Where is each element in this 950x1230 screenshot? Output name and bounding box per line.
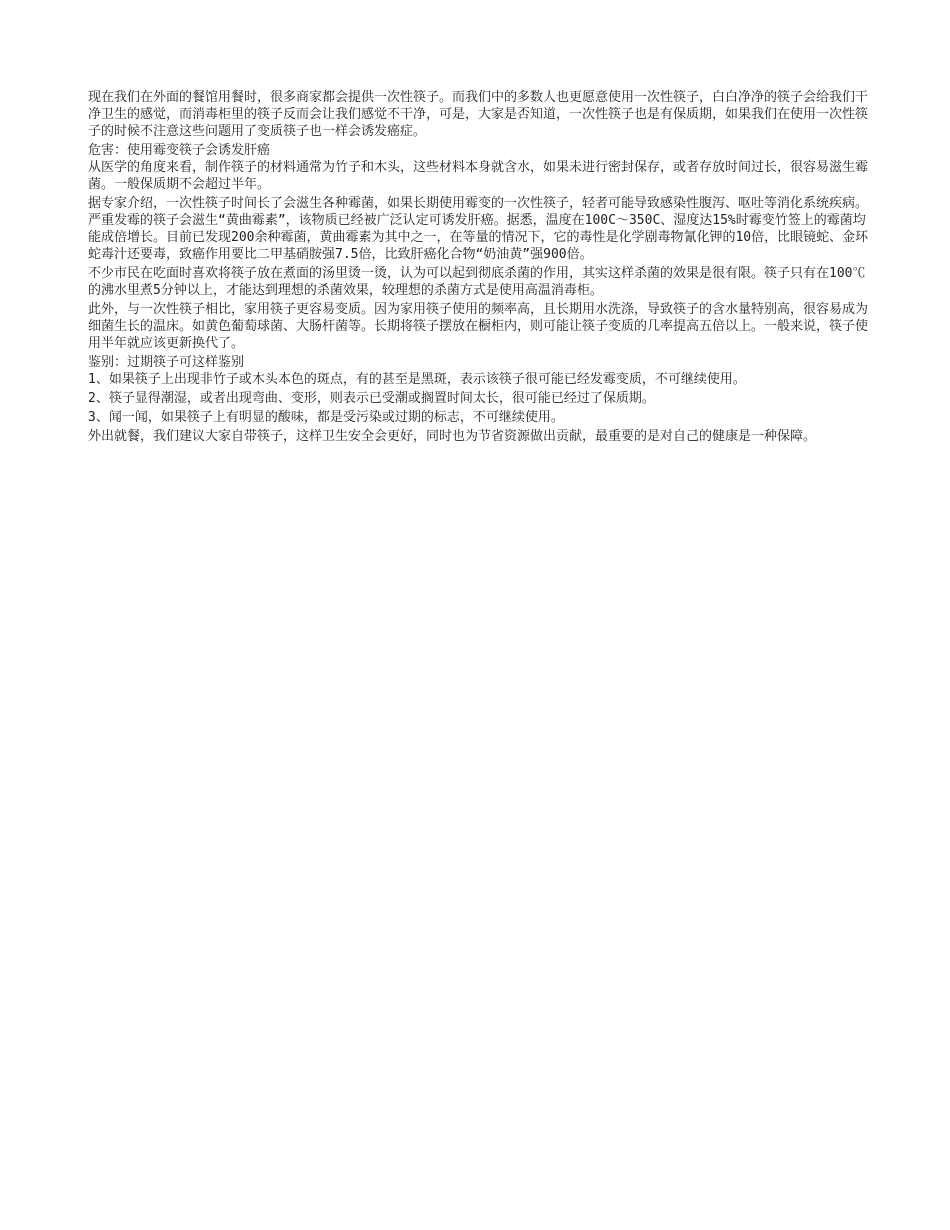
- paragraph-household: 此外，与一次性筷子相比，家用筷子更容易变质。因为家用筷子使用的频率高，且长期用水洗涤，导致筷子的含水量特别高，很容易成为细菌生长的温床。如黄色葡萄球菌、大肠杆菌等。长期将筷子摆放在橱柜内，则可能让筷子变质的几率提高五倍以上。一般来说，筷子使用半年就应该更新换代了。: [88, 302, 869, 351]
- section-heading-harm: 危害：使用霉变筷子会诱发肝癌: [88, 143, 271, 158]
- document-body: [88, 89, 870, 447]
- section-heading-identify: 鉴别：过期筷子可这样鉴别: [88, 355, 245, 370]
- paragraph-expert: 据专家介绍，一次性筷子时间长了会滋生各种霉菌，如果长期使用霉变的一次性筷子，轻者可能导致感染性腹泻、呕吐等消化系统疾病。严重发霉的筷子会滋生“黄曲霉素”，该物质已经被广泛认定可诱发肝癌。据悉，温度在100C～350C、湿度达15%时霉变竹签上的霉菌均能成倍增长。目前已发现200余种霉菌，黄曲霉素为其中之一，在等量的情况下，它的毒性是化学剧毒物氰化钾的10倍，比眼镜蛇、金环蛇毒汁还要毒，致癌作用要比二甲基硝胺强7.5倍，比致肝癌化合物“奶油黄”强900倍。: [88, 196, 869, 262]
- list-item-2: 2、筷子显得潮湿，或者出现弯曲、变形，则表示已受潮或搁置时间太长，很可能已经过了保质期。: [88, 391, 655, 406]
- paragraph-sterilize: 不少市民在吃面时喜欢将筷子放在煮面的汤里烫一烫，认为可以起到彻底杀菌的作用，其实这样杀菌的效果是很有限。筷子只有在100℃的沸水里煮5分钟以上，才能达到理想的杀菌效果，较理想的杀菌方式是使用高温消毒柜。: [88, 266, 866, 298]
- intro-paragraph: 现在我们在外面的餐馆用餐时，很多商家都会提供一次性筷子。而我们中的多数人也更愿意使用一次性筷子，白白净净的筷子会给我们干净卫生的感觉，而消毒柜里的筷子反而会让我们感觉不干净，可是，大家是否知道，一次性筷子也是有保质期，如果我们在使用一次性筷子的时候不注意这些问题用了变质筷子也一样会诱发癌症。: [88, 90, 869, 139]
- paragraph-material: 从医学的角度来看，制作筷子的材料通常为竹子和木头，这些材料本身就含水，如果未进行密封保存，或者存放时间过长，很容易滋生霉菌。一般保质期不会超过半年。: [88, 160, 869, 192]
- closing-paragraph: 外出就餐，我们建议大家自带筷子，这样卫生安全会更好，同时也为节省资源做出贡献，最重要的是对自己的健康是一种保障。: [88, 429, 817, 444]
- list-item-1: 1、如果筷子上出现非竹子或木头本色的斑点，有的甚至是黑斑，表示该筷子很可能已经发霉变质，不可继续使用。: [88, 372, 746, 387]
- list-item-3: 3、闻一闻，如果筷子上有明显的酸味，都是受污染或过期的标志，不可继续使用。: [88, 410, 564, 425]
